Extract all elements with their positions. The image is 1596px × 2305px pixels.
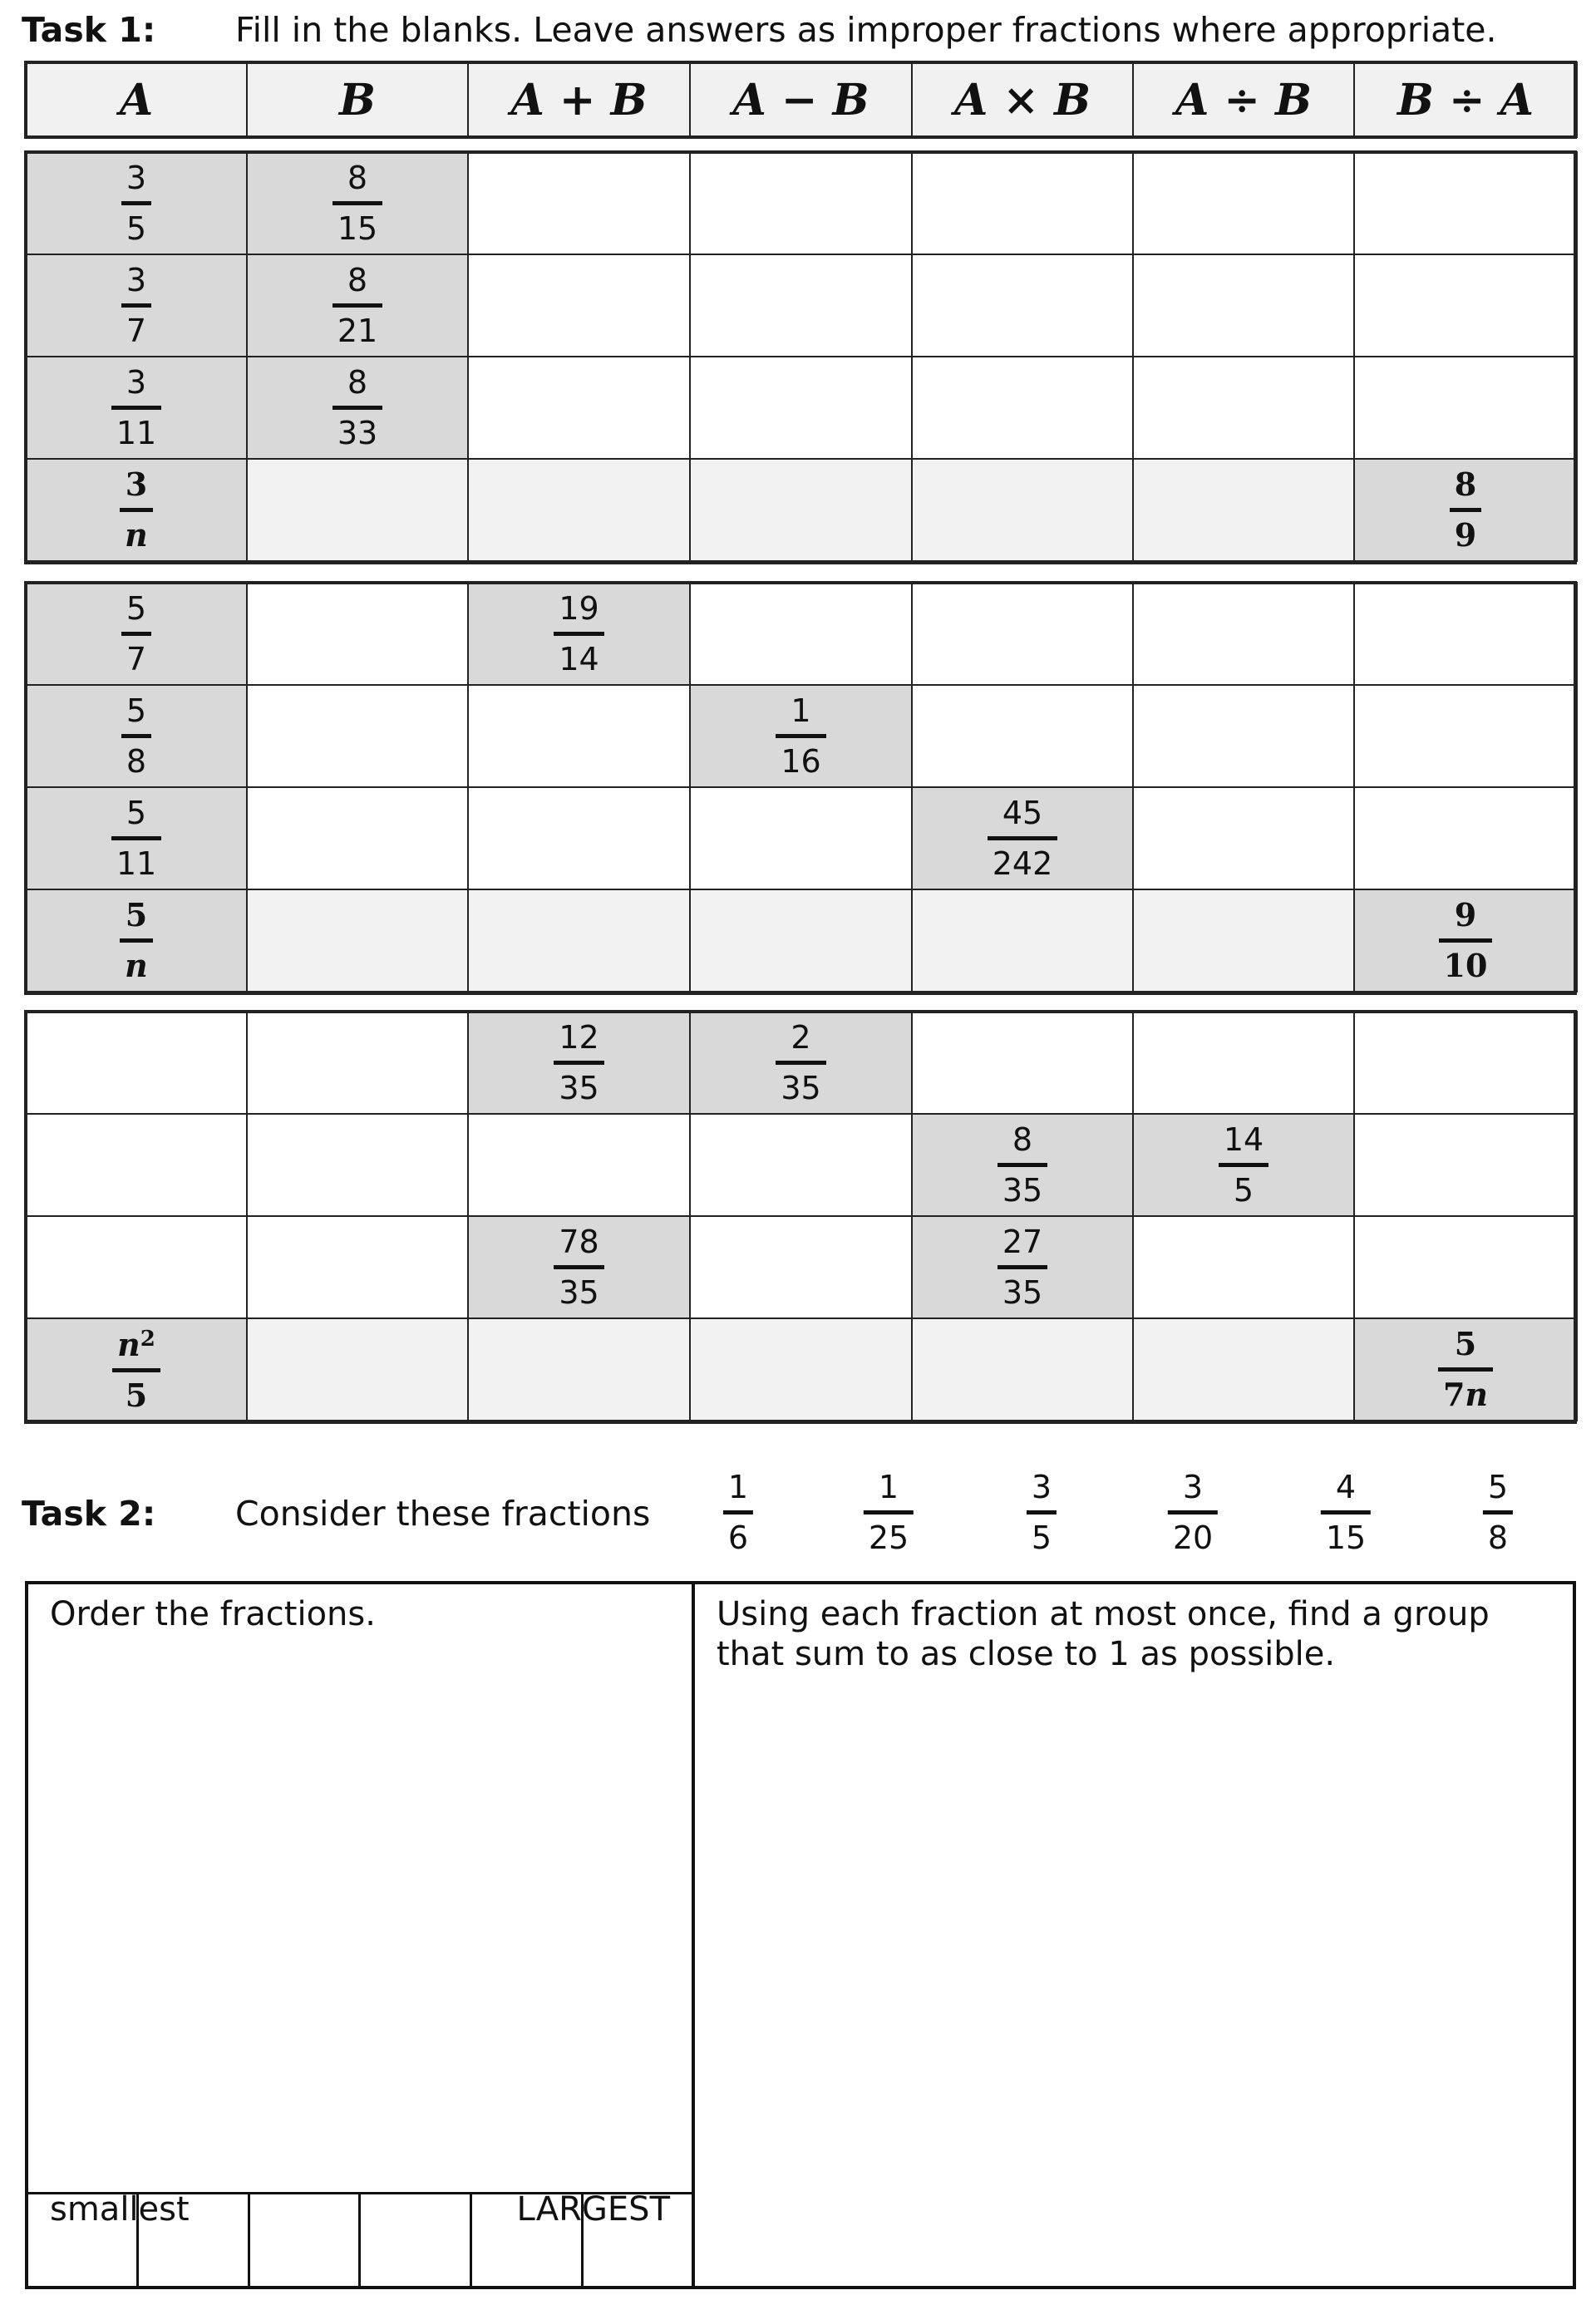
header-b: B bbox=[247, 62, 468, 137]
cell-b bbox=[247, 152, 468, 254]
cell-quotient-b-a bbox=[1354, 889, 1577, 992]
cell-a bbox=[26, 889, 247, 992]
cell-quotient-a-b[interactable] bbox=[1133, 152, 1354, 254]
cell-product[interactable] bbox=[912, 459, 1133, 561]
fraction-b: 8 15 bbox=[332, 162, 382, 244]
cell-a[interactable] bbox=[26, 1012, 247, 1114]
section-table bbox=[25, 582, 1578, 992]
fraction-a: 5 11 bbox=[111, 797, 161, 879]
table-row bbox=[26, 889, 1577, 992]
table-row bbox=[26, 459, 1577, 561]
cell-difference[interactable] bbox=[690, 1114, 912, 1216]
cell-difference[interactable] bbox=[690, 152, 912, 254]
task1-label: Task 1: bbox=[22, 10, 156, 50]
cell-difference bbox=[690, 1012, 912, 1114]
cell-product bbox=[912, 787, 1133, 889]
cell-a[interactable] bbox=[26, 1114, 247, 1216]
fraction-product: 8 35 bbox=[998, 1124, 1047, 1206]
cell-difference[interactable] bbox=[690, 583, 912, 685]
fraction-b: 8 21 bbox=[332, 264, 382, 347]
cell-sum[interactable] bbox=[468, 787, 690, 889]
cell-sum[interactable] bbox=[468, 459, 690, 561]
cell-quotient-a-b[interactable] bbox=[1133, 1318, 1354, 1421]
cell-quotient-a-b[interactable] bbox=[1133, 583, 1354, 685]
cell-quotient-b-a[interactable] bbox=[1354, 1114, 1577, 1216]
header-quotient-b-a: B ÷ A bbox=[1354, 62, 1577, 137]
fraction-product: 27 35 bbox=[998, 1226, 1047, 1308]
cell-quotient-b-a[interactable] bbox=[1354, 787, 1577, 889]
cell-sum[interactable] bbox=[468, 685, 690, 787]
cell-b[interactable] bbox=[247, 1012, 468, 1114]
fraction-a: 5 8 bbox=[121, 695, 151, 777]
cell-quotient-b-a[interactable] bbox=[1354, 583, 1577, 685]
cell-product[interactable] bbox=[912, 685, 1133, 787]
cell-b[interactable] bbox=[247, 1114, 468, 1216]
cell-a bbox=[26, 583, 247, 685]
cell-b[interactable] bbox=[247, 1318, 468, 1421]
sum-box-text-line2: that sum to as close to 1 as possible. bbox=[717, 1635, 1336, 1673]
cell-quotient-a-b bbox=[1133, 1114, 1354, 1216]
cell-a bbox=[26, 1318, 247, 1421]
cell-product[interactable] bbox=[912, 357, 1133, 459]
cell-sum[interactable] bbox=[468, 889, 690, 992]
cell-difference[interactable] bbox=[690, 787, 912, 889]
table-row bbox=[26, 1012, 1577, 1114]
cell-product[interactable] bbox=[912, 889, 1133, 992]
cell-a bbox=[26, 152, 247, 254]
cell-a[interactable] bbox=[26, 1216, 247, 1318]
cell-quotient-a-b[interactable] bbox=[1133, 1012, 1354, 1114]
cell-b[interactable] bbox=[247, 685, 468, 787]
cell-product bbox=[912, 1216, 1133, 1318]
cell-sum[interactable] bbox=[468, 1318, 690, 1421]
fraction-a: 5 n bbox=[120, 899, 153, 982]
cell-sum bbox=[468, 583, 690, 685]
order-slot[interactable] bbox=[471, 2194, 583, 2288]
cell-quotient-b-a[interactable] bbox=[1354, 357, 1577, 459]
order-box bbox=[25, 1581, 695, 2289]
fraction-sum: 12 35 bbox=[554, 1022, 603, 1104]
fraction-b: 8 33 bbox=[332, 367, 382, 449]
fraction-difference: 2 35 bbox=[776, 1022, 825, 1104]
fraction-product: 45 242 bbox=[988, 797, 1058, 879]
cell-a bbox=[26, 787, 247, 889]
task2-fraction: 1 25 bbox=[864, 1471, 914, 1554]
cell-quotient-a-b[interactable] bbox=[1133, 787, 1354, 889]
order-slot[interactable] bbox=[583, 2194, 694, 2288]
table-row bbox=[26, 1216, 1577, 1318]
fraction-a: 3 5 bbox=[121, 162, 151, 244]
cell-difference[interactable] bbox=[690, 889, 912, 992]
cell-quotient-a-b[interactable] bbox=[1133, 459, 1354, 561]
table-row bbox=[26, 1114, 1577, 1216]
task2-fraction: 3 5 bbox=[1027, 1471, 1057, 1554]
cell-product[interactable] bbox=[912, 254, 1133, 357]
cell-difference[interactable] bbox=[690, 459, 912, 561]
cell-sum[interactable] bbox=[468, 254, 690, 357]
task2-prompt: Consider these fractions bbox=[235, 1494, 651, 1534]
cell-quotient-b-a[interactable] bbox=[1354, 685, 1577, 787]
header-difference: A − B bbox=[690, 62, 912, 137]
largest-label: LARGEST bbox=[516, 2190, 670, 2229]
cell-difference[interactable] bbox=[690, 1318, 912, 1421]
cell-quotient-b-a bbox=[1354, 459, 1577, 561]
table-row bbox=[26, 787, 1577, 889]
cell-b[interactable] bbox=[247, 583, 468, 685]
cell-product[interactable] bbox=[912, 1318, 1133, 1421]
cell-quotient-b-a[interactable] bbox=[1354, 152, 1577, 254]
cell-a bbox=[26, 254, 247, 357]
task2-fraction: 3 20 bbox=[1168, 1471, 1218, 1554]
cell-sum bbox=[468, 1012, 690, 1114]
cell-quotient-a-b[interactable] bbox=[1133, 357, 1354, 459]
task1-instruction: Fill in the blanks. Leave answers as improper fractions where appropriate. bbox=[235, 10, 1497, 50]
cell-quotient-a-b[interactable] bbox=[1133, 1216, 1354, 1318]
order-box-title: Order the fractions. bbox=[50, 1595, 376, 1633]
sum-box[interactable] bbox=[692, 1581, 1576, 2289]
cell-difference[interactable] bbox=[690, 1216, 912, 1318]
table-row bbox=[26, 152, 1577, 254]
order-slot[interactable] bbox=[249, 2194, 360, 2288]
cell-b[interactable] bbox=[247, 889, 468, 992]
order-slot[interactable] bbox=[137, 2194, 249, 2288]
table-row bbox=[26, 583, 1577, 685]
fraction-quotient-b-a: 9 10 bbox=[1439, 899, 1493, 982]
cell-quotient-b-a[interactable] bbox=[1354, 1012, 1577, 1114]
cell-sum[interactable] bbox=[468, 152, 690, 254]
header-product: A × B bbox=[912, 62, 1133, 137]
cell-quotient-a-b[interactable] bbox=[1133, 685, 1354, 787]
cell-b bbox=[247, 357, 468, 459]
cell-quotient-b-a bbox=[1354, 1318, 1577, 1421]
cell-product[interactable] bbox=[912, 583, 1133, 685]
section-table bbox=[25, 151, 1578, 562]
section-table bbox=[25, 1011, 1578, 1421]
cell-a bbox=[26, 357, 247, 459]
order-answer-row bbox=[25, 2192, 695, 2289]
task2-fraction: 1 6 bbox=[723, 1471, 753, 1554]
cell-a bbox=[26, 459, 247, 561]
cell-quotient-b-a[interactable] bbox=[1354, 1216, 1577, 1318]
task2-label: Task 2: bbox=[22, 1494, 156, 1534]
cell-b[interactable] bbox=[247, 1216, 468, 1318]
cell-a bbox=[26, 685, 247, 787]
order-slot[interactable] bbox=[360, 2194, 471, 2288]
fraction-a: 3 7 bbox=[121, 264, 151, 347]
fraction-quotient-b-a: 5 7n bbox=[1438, 1328, 1493, 1411]
fraction-a: 5 7 bbox=[121, 593, 151, 675]
sum-box-text-line1: Using each fraction at most once, find a group bbox=[717, 1595, 1490, 1633]
smallest-label: smallest bbox=[50, 2190, 190, 2229]
cell-difference[interactable] bbox=[690, 254, 912, 357]
order-slot[interactable] bbox=[27, 2194, 138, 2288]
cell-sum[interactable] bbox=[468, 1114, 690, 1216]
cell-difference[interactable] bbox=[690, 357, 912, 459]
cell-b[interactable] bbox=[247, 787, 468, 889]
task2-fraction: 4 15 bbox=[1321, 1471, 1371, 1554]
table-row bbox=[26, 357, 1577, 459]
fraction-a: $n^2$ 5 bbox=[112, 1328, 160, 1411]
table-row bbox=[26, 685, 1577, 787]
cell-difference bbox=[690, 685, 912, 787]
cell-b bbox=[247, 254, 468, 357]
fraction-sum: 78 35 bbox=[554, 1226, 603, 1308]
fraction-difference: 1 16 bbox=[776, 695, 825, 777]
fraction-quotient-b-a: 8 9 bbox=[1450, 469, 1481, 551]
cell-product bbox=[912, 1114, 1133, 1216]
table-row bbox=[26, 254, 1577, 357]
cell-b[interactable] bbox=[247, 459, 468, 561]
cell-product[interactable] bbox=[912, 1012, 1133, 1114]
fraction-quotient-a-b: 14 5 bbox=[1219, 1124, 1268, 1206]
header-a: A bbox=[26, 62, 247, 137]
cell-sum[interactable] bbox=[468, 357, 690, 459]
fraction-a: 3 11 bbox=[111, 367, 161, 449]
cell-sum bbox=[468, 1216, 690, 1318]
cell-quotient-b-a[interactable] bbox=[1354, 254, 1577, 357]
header-quotient-a-b: A ÷ B bbox=[1133, 62, 1354, 137]
fraction-sum: 19 14 bbox=[554, 593, 603, 675]
cell-product[interactable] bbox=[912, 152, 1133, 254]
header-table bbox=[25, 62, 1578, 138]
fraction-a: 3 n bbox=[120, 469, 153, 551]
cell-quotient-a-b[interactable] bbox=[1133, 889, 1354, 992]
header-sum: A + B bbox=[468, 62, 690, 137]
table-row bbox=[26, 1318, 1577, 1421]
task2-fraction: 5 8 bbox=[1483, 1471, 1513, 1554]
cell-quotient-a-b[interactable] bbox=[1133, 254, 1354, 357]
